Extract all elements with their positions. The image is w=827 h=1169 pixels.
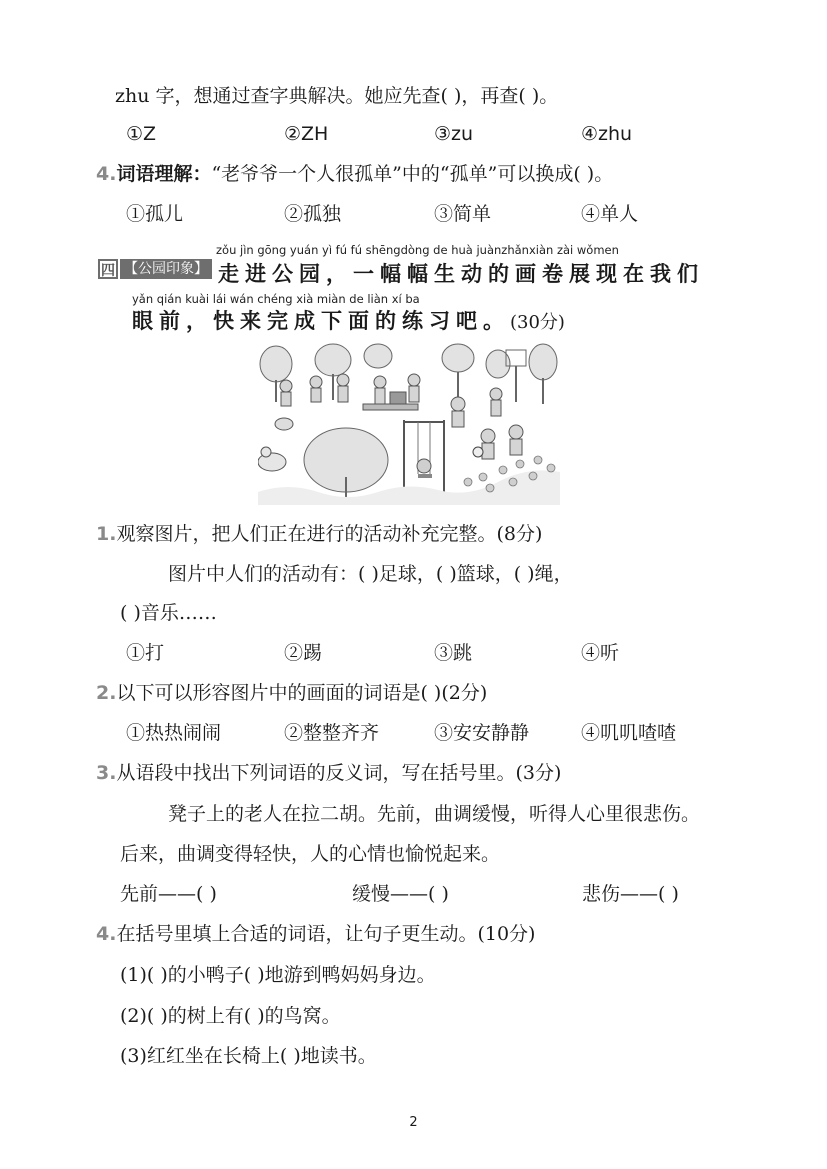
q4-sentence-3[interactable]: (3)红红坐在长椅上( )地读书。 [120,1045,377,1067]
antonym-pair-1[interactable]: 先前——( ) [120,883,217,905]
section-intro-line-1: 走进公园，一幅幅生动的画卷展现在我们 [218,262,704,286]
section-score: (30分) [510,312,565,333]
q3-paragraph-1: 凳子上的老人在拉二胡。先前，曲调缓慢，听得人心里很悲伤。 [168,803,701,825]
question-text: “老爷爷一个人很孤单”中的“孤单”可以换成( )。 [211,163,614,185]
question-1 [96,522,542,546]
question-number: 1. [96,523,117,545]
option-2[interactable]: ②踢 [284,642,323,664]
option-1[interactable]: ①热热闹闹 [126,722,222,744]
antonym-pair-3[interactable]: 悲伤——( ) [582,883,679,905]
question-text: 观察图片，把人们正在进行的活动补充完整。(8分) [116,523,543,545]
question-number: 2. [96,682,117,704]
option-1[interactable]: ①打 [126,642,165,664]
question-continuation: zhu 字，想通过查字典解决。她应先查( )，再查( )。 [115,85,559,107]
section-number-badge: 四 [98,259,118,279]
options-row [126,721,746,745]
section-title-badge: 【公园印象】 [120,259,212,279]
q1-fill-line-1: 图片中人们的活动有：( )足球，( )篮球，( )绳， [168,563,573,585]
intro-text: 眼前，快来完成下面的练习吧。 [132,309,510,333]
section-intro-line-2 [132,309,565,335]
q3-paragraph-2: 后来，曲调变得轻快，人的心情也愉悦起来。 [120,843,501,865]
question-number: 4. [96,163,117,185]
option-4[interactable]: ④单人 [581,203,639,225]
question-4-fill [96,922,535,946]
question-number: 3. [96,762,117,784]
option-2[interactable]: ②整整齐齐 [284,722,380,744]
question-2 [96,681,487,705]
question-text: 在括号里填上合适的词语，让句子更生动。(10分) [116,923,536,945]
antonym-pair-2[interactable]: 缓慢——( ) [352,883,449,905]
option-2[interactable]: ②ZH [284,123,329,145]
question-text: 从语段中找出下列词语的反义词，写在括号里。(3分) [116,762,562,784]
option-3[interactable]: ③zu [434,123,474,145]
question-number: 4. [96,923,117,945]
question-4-word [96,162,613,186]
pinyin-line-2: yǎn qián kuài lái wán chéng xià miàn de liàn xí ba [132,292,420,306]
option-3[interactable]: ③简单 [434,203,492,225]
question-3 [96,761,561,785]
q4-sentence-2[interactable]: (2)( )的树上有( )的鸟窝。 [120,1005,341,1027]
options-row [126,641,746,665]
q1-fill-line-2: ( )音乐…… [120,602,217,624]
option-1[interactable]: ①Z [126,123,157,145]
options-row [126,202,746,226]
question-text: 以下可以形容图片中的画面的词语是( )(2分) [116,682,488,704]
option-4[interactable]: ④听 [581,642,620,664]
pinyin-line-1: zǒu jìn gōng yuán yì fú fú shēngdòng de huà juànzhǎnxiàn zài wǒmen [216,243,619,257]
q4-sentence-1[interactable]: (1)( )的小鸭子( )地游到鸭妈妈身边。 [120,964,436,986]
option-3[interactable]: ③安安静静 [434,722,530,744]
options-row [126,122,746,146]
question-title: 词语理解： [116,163,212,185]
option-4[interactable]: ④zhu [581,123,633,145]
option-3[interactable]: ③跳 [434,642,473,664]
option-2[interactable]: ②孤独 [284,203,342,225]
page-number: 2 [409,1115,418,1130]
option-1[interactable]: ①孤儿 [126,203,184,225]
antonym-row [120,882,746,906]
option-4[interactable]: ④叽叽喳喳 [581,722,677,744]
park-illustration [258,342,560,505]
